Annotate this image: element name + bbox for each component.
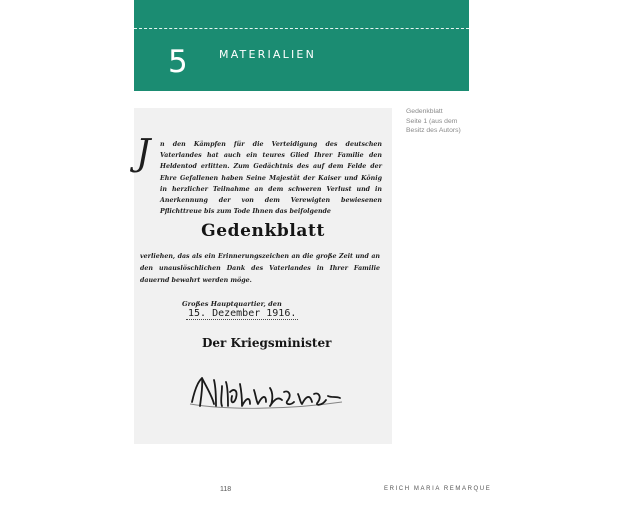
document-place: Großes Hauptquartier, den — [182, 300, 282, 308]
chapter-header-band — [134, 0, 469, 91]
chapter-number: 5 — [168, 44, 188, 80]
running-footer-author: ERICH MARIA REMARQUE — [384, 486, 492, 492]
document-minister-title: Der Kriegsminister — [202, 336, 332, 350]
document-heading: Gedenkblatt — [201, 221, 325, 241]
document-place-date-line — [182, 300, 392, 320]
page-number: 118 — [220, 486, 232, 493]
caption-line: Seite 1 (aus dem — [406, 117, 458, 125]
document-dropcap: J — [136, 133, 151, 174]
caption-line: Gedenkblatt — [406, 108, 443, 115]
document-date: 15. Dezember 1916. — [188, 308, 297, 319]
gedenkblatt-scan — [134, 108, 392, 444]
figure-caption — [406, 107, 482, 136]
handwritten-signature — [186, 366, 346, 416]
document-intro-text: n den Kämpfen für die Verteidigung des deutschen Vaterlandes hat auch ein teures Glied Ihrer Familie den Heldentod erlitten. Zum Gedächtnis des auf dem Felde der Ehre Gefallenen haben Seine Majestät der Kaiser und König in herzlicher Teilnahme an dem schweren Verlust und in Anerkennung der von dem Verewigten bewiesenen Pflichttreue bis zum Tode Ihnen das beifolgende — [160, 141, 382, 216]
dashed-divider — [134, 28, 469, 29]
document-continuation-text: verliehen, das als ein Erinnerungszeichen an die große Zeit und an den unauslöschlichen Dank des Vaterlandes in Ihrer Familie dauernd bewahrt werden möge. — [140, 253, 380, 284]
caption-line: Besitz des Autors) — [406, 127, 461, 135]
chapter-title: MATERIALIEN — [219, 48, 316, 61]
